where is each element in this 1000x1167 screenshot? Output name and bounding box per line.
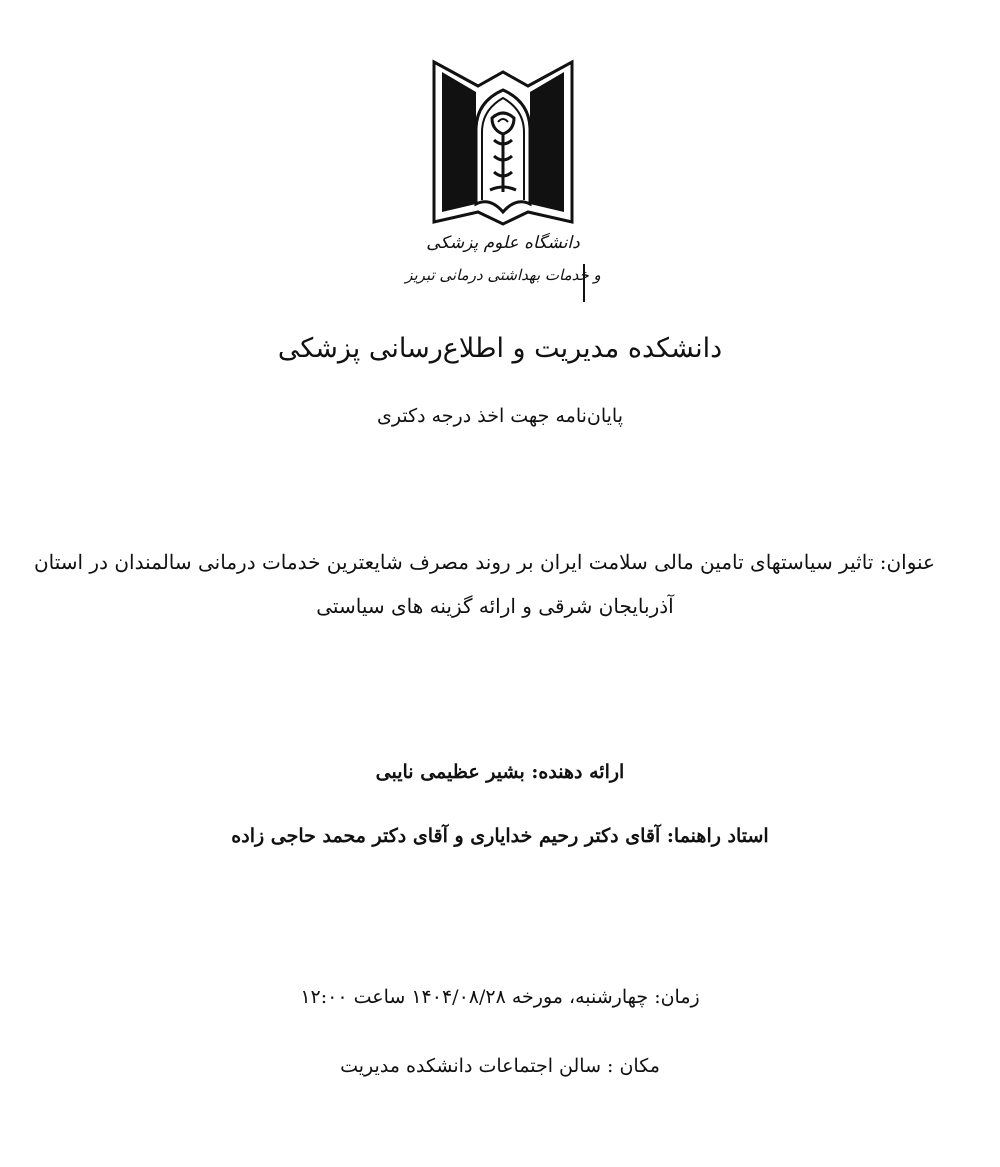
university-logo bbox=[405, 52, 601, 307]
university-emblem-icon bbox=[405, 52, 601, 307]
session-place: مکان : سالن اجتماعات دانشکده مدیریت bbox=[340, 1055, 660, 1077]
degree-subtitle: پایان‌نامه جهت اخذ درجه دکتری bbox=[376, 405, 624, 427]
session-time: زمان: چهارشنبه، مورخه ۱۴۰۴/۰۸/۲۸ ساعت ۱۲:۰۰ bbox=[300, 986, 700, 1008]
logo-caption-line2: و خدمات بهداشتی درمانی تبریز bbox=[405, 266, 601, 284]
thesis-title-line1: عنوان: تاثیر سیاستهای تامین مالی سلامت ایران بر روند مصرف شایعترین خدمات درمانی سالمندان در استان bbox=[33, 550, 935, 574]
faculty-name: دانشکده مدیریت و اطلاع‌رسانی پزشکی bbox=[277, 333, 723, 364]
logo-caption-line1: دانشگاه علوم پزشکی bbox=[426, 233, 580, 253]
thesis-title-line2: آذربایجان شرقی و ارائه گزینه های سیاستی bbox=[316, 594, 674, 618]
advisor-line: استاد راهنما: آقای دکتر رحیم خدایاری و آقای دکتر محمد حاجی زاده bbox=[231, 825, 769, 847]
presenter-line: ارائه دهنده: بشیر عظیمی نایبی bbox=[375, 761, 625, 783]
thesis-title bbox=[33, 540, 935, 628]
